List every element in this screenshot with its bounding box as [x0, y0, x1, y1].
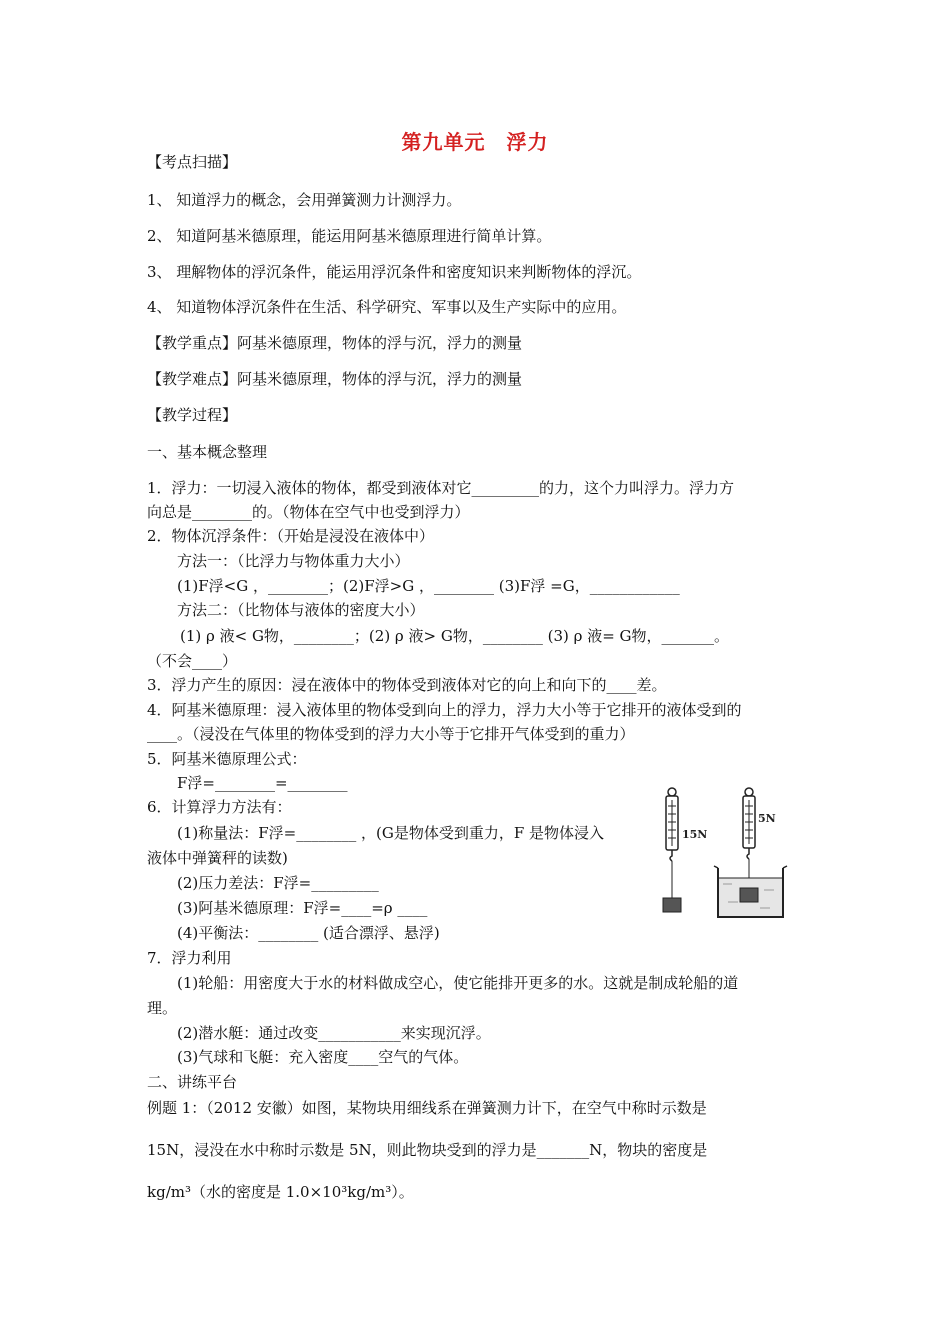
cause-of-buoyancy: 3．浮力产生的原因：浸在液体中的物体受到液体对它的向上和向下的____差。: [147, 676, 667, 694]
archimedes-formula: F浮=________=________: [177, 774, 348, 792]
exam-point-1: 1、 知道浮力的概念，会用弹簧测力计测浮力。: [147, 191, 462, 209]
calc-method-balance: (4)平衡法：________ (适合漂浮、悬浮): [177, 924, 440, 942]
page-title: 第九单元 浮力: [401, 130, 549, 154]
method-two-note: （不会____）: [147, 652, 238, 670]
spring-scale-left: [663, 788, 681, 912]
archimedes-principle-line2: ____。（浸没在气体里的物体受到的浮力大小等于它排开气体受到的重力）: [147, 725, 635, 743]
spring-scale-figure: [648, 786, 810, 920]
buoyancy-applications-heading: 7．浮力利用: [147, 949, 232, 967]
application-balloon: (3)气球和飞艇：充入密度____空气的气体。: [177, 1048, 469, 1066]
right-scale-reading: 5N: [758, 812, 776, 825]
beaker: [714, 866, 787, 917]
archimedes-formula-heading: 5．阿基米德原理公式：: [147, 750, 307, 768]
concept-buoyancy-line1: 1．浮力：一切浸入液体的物体，都受到液体对它_________的力，这个力叫浮力。浮力方: [147, 479, 735, 497]
exam-point-3: 3、 理解物体的浮沉条件，能运用浮沉条件和密度知识来判断物体的浮沉。: [147, 263, 642, 281]
method-one-heading: 方法一：（比浮力与物体重力大小）: [177, 552, 410, 570]
method-two-items: (1) ρ 液< G物，________；(2) ρ 液> G物，________ (3) ρ 液= G物，_______。: [180, 627, 730, 645]
section-practice: 二、讲练平台: [147, 1073, 238, 1091]
archimedes-principle-line1: 4．阿基米德原理：浸入液体里的物体受到向上的浮力，浮力大小等于它排开的液体受到的: [147, 701, 742, 719]
section-heading-exam-points: 【考点扫描】: [147, 153, 238, 171]
teaching-process-heading: 【教学过程】: [147, 406, 238, 424]
exam-point-4: 4、 知道物体浮沉条件在生活、科学研究、军事以及生产实际中的应用。: [147, 298, 627, 316]
example-1-line1: 例题 1：（2012 安徽）如图，某物块用细线系在弹簧测力计下，在空气中称时示数是: [147, 1099, 707, 1117]
method-two-heading: 方法二：（比物体与液体的密度大小）: [177, 601, 425, 619]
calc-method-archimedes: (3)阿基米德原理：F浮=____=ρ ____: [177, 899, 428, 917]
sink-float-condition-heading: 2．物体沉浮条件：（开始是浸没在液体中）: [147, 527, 435, 545]
section-basic-concepts: 一、基本概念整理: [147, 443, 268, 461]
example-1-line2: 15N，浸没在水中称时示数是 5N，则此物块受到的浮力是_______N，物块的密度是: [147, 1141, 708, 1159]
example-1-line3: kg/m³（水的密度是 1.0×10³kg/m³）。: [147, 1183, 414, 1201]
exam-point-2: 2、 知道阿基米德原理，能运用阿基米德原理进行简单计算。: [147, 227, 552, 245]
calc-methods-heading: 6．计算浮力方法有：: [147, 798, 292, 816]
application-ship-line2: 理。: [147, 999, 178, 1017]
teaching-focus: 【教学重点】阿基米德原理，物体的浮与沉，浮力的测量: [147, 334, 523, 352]
left-scale-reading: 15N: [682, 828, 708, 841]
teaching-difficulty: 【教学难点】阿基米德原理，物体的浮与沉，浮力的测量: [147, 370, 523, 388]
spring-scale-right: [743, 788, 755, 888]
application-submarine: (2)潜水艇：通过改变___________来实现沉浮。: [177, 1024, 491, 1042]
calc-method-pressure-diff: (2)压力差法：F浮=_________: [177, 874, 379, 892]
calc-method-weighing: (1)称量法：F浮=________ ，(G是物体受到重力，F 是物体浸入: [177, 824, 605, 842]
method-one-items: (1)F浮<G ，________；(2)F浮>G ，________ (3)F浮 =G，____________: [177, 577, 680, 595]
application-ship-line1: (1)轮船：用密度大于水的材料做成空心，使它能排开更多的水。这就是制成轮船的道: [177, 974, 739, 992]
concept-buoyancy-line2: 向总是________的。（物体在空气中也受到浮力）: [147, 503, 470, 521]
calc-method-weighing-cont: 液体中弹簧秤的读数): [147, 849, 288, 867]
